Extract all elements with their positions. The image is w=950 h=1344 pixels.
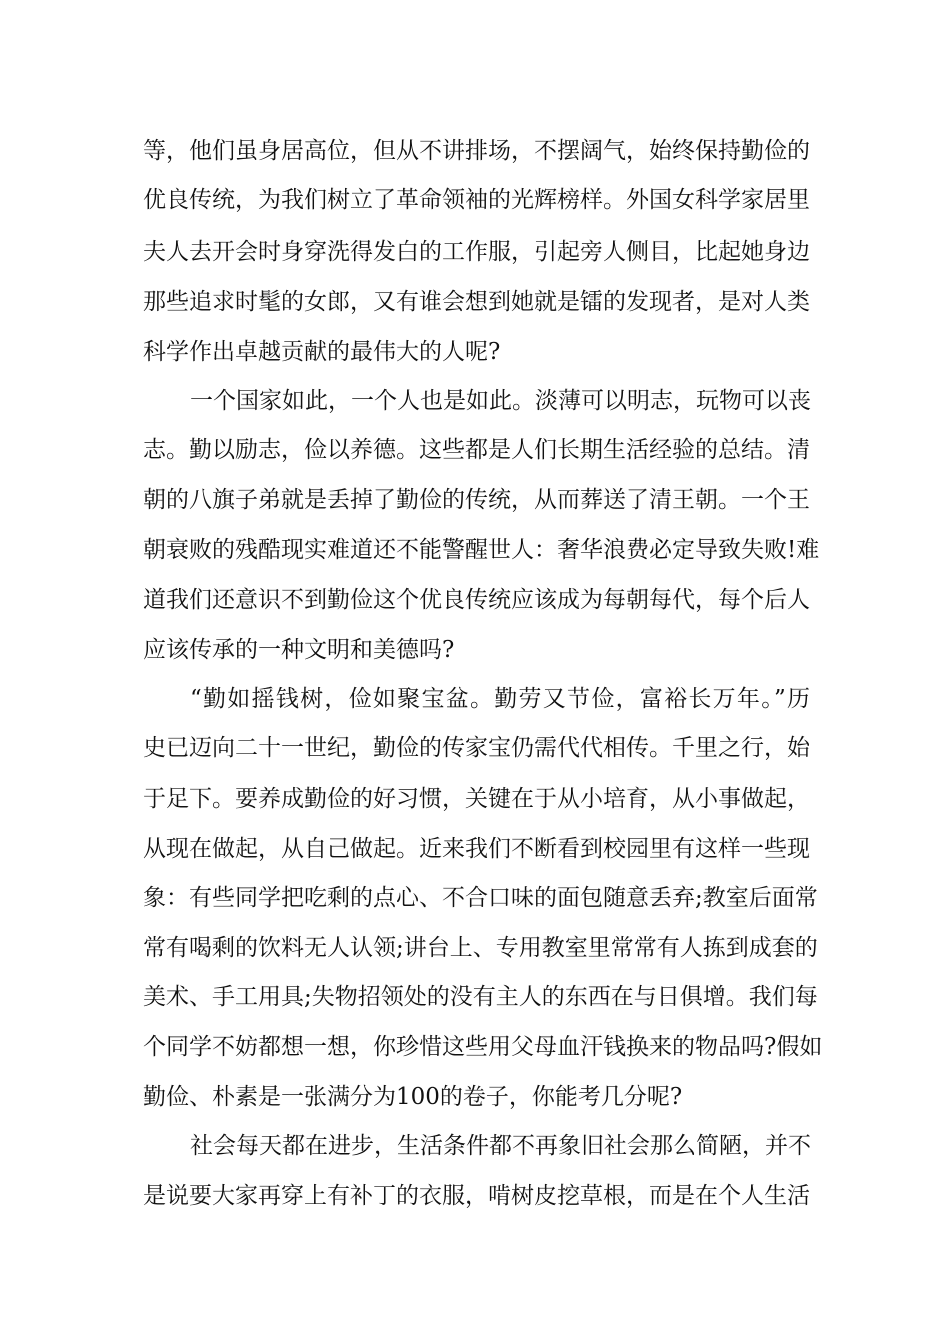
text-line: 志。勤以励志，俭以养德。这些都是人们长期生活经验的总结。清	[143, 437, 810, 463]
text-line: 朝的八旗子弟就是丢掉了勤俭的传统，从而葬送了清王朝。一个王	[143, 487, 810, 513]
paragraph-first-line: 一个国家如此，一个人也是如此。淡薄可以明志，玩物可以丧	[190, 388, 811, 414]
text-line: 象：有些同学把吃剩的点心、不合口味的面包随意丢弃;教室后面常	[143, 885, 818, 911]
text-line: 勤俭、朴素是一张满分为100的卷子，你能考几分呢?	[143, 1084, 683, 1110]
text-line: 史已迈向二十一世纪，勤俭的传家宝仍需代代相传。千里之行，始	[143, 735, 810, 761]
text-line: 科学作出卓越贡献的最伟大的人呢?	[143, 339, 501, 365]
text-line: 于足下。要养成勤俭的好习惯，关键在于从小培育，从小事做起，	[143, 786, 810, 812]
text-line: 朝衰败的残酷现实难道还不能警醒世人：奢华浪费必定导致失败!难	[143, 537, 820, 563]
text-line: 从现在做起，从自己做起。近来我们不断看到校园里有这样一些现	[143, 836, 810, 862]
paragraph-first-line: “勤如摇钱树，俭如聚宝盆。勤劳又节俭，富裕长万年。”历	[190, 686, 810, 712]
text-line: 道我们还意识不到勤俭这个优良传统应该成为每朝每代，每个后人	[143, 587, 810, 613]
text-line: 是说要大家再穿上有补丁的衣服，啃树皮挖草根，而是在个人生活	[143, 1183, 810, 1209]
text-line: 个同学不妨都想一想，你珍惜这些用父母血汗钱换来的物品吗?假如	[143, 1034, 823, 1060]
text-line: 美术、手工用具;失物招领处的没有主人的东西在与日俱增。我们每	[143, 984, 818, 1010]
text-line: 等，他们虽身居高位，但从不讲排场，不摆阔气，始终保持勤俭的	[143, 138, 810, 164]
text-line: 那些追求时髦的女郎，又有谁会想到她就是镭的发现者，是对人类	[143, 289, 810, 315]
text-line: 夫人去开会时身穿洗得发白的工作服，引起旁人侧目，比起她身边	[143, 239, 810, 265]
text-line: 常有喝剩的饮料无人认领;讲台上、专用教室里常常有人拣到成套的	[143, 935, 818, 961]
text-line: 优良传统，为我们树立了革命领袖的光辉榜样。外国女科学家居里	[143, 187, 810, 213]
paragraph-first-line: 社会每天都在进步，生活条件都不再象旧社会那么简陋，并不	[190, 1133, 811, 1159]
text-line: 应该传承的一种文明和美德吗?	[143, 637, 455, 663]
